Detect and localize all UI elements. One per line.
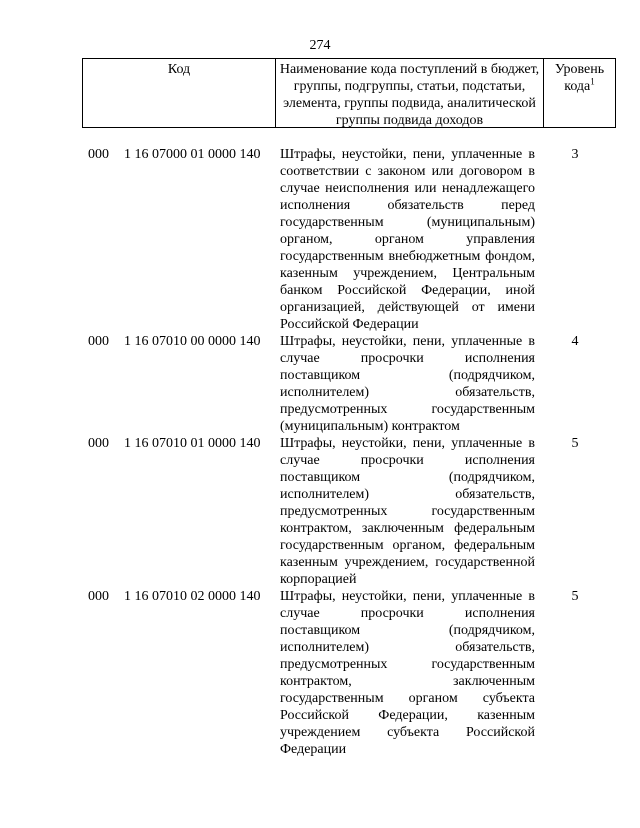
header-level-label: Уровень кода (554, 62, 605, 94)
row-revenue-code: 1 16 07010 02 0000 140 (124, 589, 261, 604)
row-name: Штрафы, неустойки, пени, уплаченные в случае просрочки исполнения поставщиком (подрядчиком, исполнителем) обязательств, предусмотренных государственным контрактом, заключенным федеральным государственным органом, федеральным казенным учреждением, государственной корпорацией (280, 436, 535, 587)
table-body (0, 146, 640, 758)
table-row (0, 146, 640, 333)
header-code-label: Код (167, 62, 191, 77)
table-row (0, 333, 640, 435)
row-admin-code: 000 (88, 436, 109, 451)
table-header (82, 58, 616, 128)
row-name: Штрафы, неустойки, пени, уплаченные в случае просрочки исполнения поставщиком (подрядчиком, исполнителем) обязательств, предусмотренных государственным (муниципальным) контрактом (280, 334, 535, 434)
row-admin-code: 000 (88, 334, 109, 349)
page-number: 274 (309, 38, 331, 53)
table-row (0, 588, 640, 758)
row-admin-code: 000 (88, 589, 109, 604)
row-revenue-code: 1 16 07000 01 0000 140 (124, 147, 261, 162)
header-level-footnote: 1 (590, 76, 595, 87)
row-level: 5 (571, 589, 579, 604)
header-name-cell (276, 59, 544, 127)
header-level-cell (544, 59, 615, 127)
header-name-label: Наименование кода поступлений в бюджет, группы, подгруппы, статьи, подстатьи, элемента, группы подвида, аналитической группы подвида доходов (279, 62, 540, 128)
row-level: 5 (571, 436, 579, 451)
row-name: Штрафы, неустойки, пени, уплаченные в соответствии с законом или договором в случае неисполнения или ненадлежащего исполнения обязательств перед государственным (муниципальным) органом, органом управления государственным внебюджетным фондом, казенным учреждением, Центральным банком Российской Федерации, иной организацией, действующей от имени Российской Федерации (280, 147, 535, 332)
row-level: 4 (571, 334, 579, 349)
row-revenue-code: 1 16 07010 00 0000 140 (124, 334, 261, 349)
row-admin-code: 000 (88, 147, 109, 162)
row-level: 3 (571, 147, 579, 162)
header-code-cell (83, 59, 276, 127)
row-revenue-code: 1 16 07010 01 0000 140 (124, 436, 261, 451)
table-row (0, 435, 640, 588)
row-name: Штрафы, неустойки, пени, уплаченные в случае просрочки исполнения поставщиком (подрядчиком, исполнителем) обязательств, предусмотренных государственным контрактом, заключенным государственным органом субъекта Российской Федерации, казенным учреждением субъекта Российской Федерации (280, 589, 535, 757)
